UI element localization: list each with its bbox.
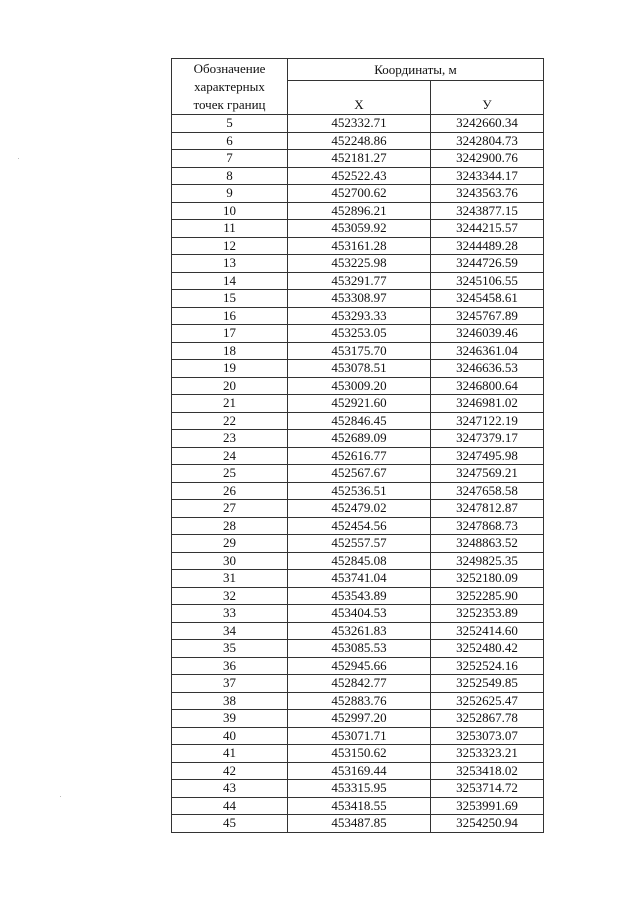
y-coordinate-cell: 3253323.21 [431, 745, 544, 763]
x-coordinate-cell: 452557.57 [288, 535, 431, 553]
x-coordinate-cell: 452896.21 [288, 202, 431, 220]
y-coordinate-cell: 3242660.34 [431, 115, 544, 133]
point-number-cell: 25 [172, 465, 288, 483]
scan-speck [18, 158, 19, 159]
y-coordinate-cell: 3245458.61 [431, 290, 544, 308]
point-number-cell: 21 [172, 395, 288, 413]
y-coordinate-cell: 3252625.47 [431, 692, 544, 710]
point-number-cell: 45 [172, 815, 288, 833]
table-row [172, 762, 544, 780]
point-number-cell: 13 [172, 255, 288, 273]
y-coordinate-cell: 3253991.69 [431, 797, 544, 815]
point-number-cell: 26 [172, 482, 288, 500]
x-coordinate-cell: 452181.27 [288, 150, 431, 168]
y-coordinate-cell: 3244726.59 [431, 255, 544, 273]
y-coordinate-cell: 3244215.57 [431, 220, 544, 238]
point-number-cell: 29 [172, 535, 288, 553]
x-coordinate-cell: 452883.76 [288, 692, 431, 710]
table-row [172, 815, 544, 833]
x-coordinate-cell: 453543.89 [288, 587, 431, 605]
x-coordinate-cell: 453169.44 [288, 762, 431, 780]
point-number-cell: 22 [172, 412, 288, 430]
y-coordinate-cell: 3244489.28 [431, 237, 544, 255]
point-number-cell: 16 [172, 307, 288, 325]
point-number-cell: 27 [172, 500, 288, 518]
y-coordinate-cell: 3247569.21 [431, 465, 544, 483]
x-coordinate-cell: 453291.77 [288, 272, 431, 290]
table-row [172, 342, 544, 360]
table-row [172, 360, 544, 378]
point-number-cell: 31 [172, 570, 288, 588]
y-coordinate-cell: 3252180.09 [431, 570, 544, 588]
scan-speck [60, 796, 61, 797]
x-coordinate-cell: 453175.70 [288, 342, 431, 360]
x-coordinate-cell: 452997.20 [288, 710, 431, 728]
coordinates-table-body [172, 115, 544, 833]
y-coordinate-cell: 3247868.73 [431, 517, 544, 535]
point-number-cell: 40 [172, 727, 288, 745]
x-coordinate-cell: 453293.33 [288, 307, 431, 325]
point-number-cell: 41 [172, 745, 288, 763]
x-coordinate-cell: 453253.05 [288, 325, 431, 343]
point-number-cell: 32 [172, 587, 288, 605]
y-coordinate-cell: 3246800.64 [431, 377, 544, 395]
x-coordinate-cell: 453261.83 [288, 622, 431, 640]
table-row [172, 797, 544, 815]
table-row [172, 500, 544, 518]
x-coordinate-cell: 452454.56 [288, 517, 431, 535]
table-row [172, 290, 544, 308]
point-designation-header [172, 59, 288, 115]
y-coordinate-cell: 3252524.16 [431, 657, 544, 675]
x-coordinate-cell: 452332.71 [288, 115, 431, 133]
table-row [172, 552, 544, 570]
coordinates-header: Координаты, м [288, 59, 544, 81]
x-coordinate-cell: 452616.77 [288, 447, 431, 465]
point-number-cell: 34 [172, 622, 288, 640]
point-number-cell: 5 [172, 115, 288, 133]
x-coordinate-cell: 453404.53 [288, 605, 431, 623]
point-header-line-2: характерных [194, 79, 265, 94]
y-coordinate-cell: 3248863.52 [431, 535, 544, 553]
point-number-cell: 35 [172, 640, 288, 658]
x-coordinate-cell: 453308.97 [288, 290, 431, 308]
table-row [172, 570, 544, 588]
x-coordinate-cell: 452479.02 [288, 500, 431, 518]
y-coordinate-cell: 3254250.94 [431, 815, 544, 833]
point-number-cell: 42 [172, 762, 288, 780]
x-coordinate-cell: 453150.62 [288, 745, 431, 763]
y-coordinate-cell: 3247658.58 [431, 482, 544, 500]
point-number-cell: 18 [172, 342, 288, 360]
table-row [172, 675, 544, 693]
table-row [172, 202, 544, 220]
y-coordinate-cell: 3246636.53 [431, 360, 544, 378]
y-coordinate-cell: 3246039.46 [431, 325, 544, 343]
table-row [172, 587, 544, 605]
table-row [172, 482, 544, 500]
point-number-cell: 19 [172, 360, 288, 378]
point-number-cell: 37 [172, 675, 288, 693]
point-number-cell: 36 [172, 657, 288, 675]
table-row [172, 657, 544, 675]
y-coordinate-cell: 3253418.02 [431, 762, 544, 780]
x-coordinate-cell: 453487.85 [288, 815, 431, 833]
x-coordinate-cell: 452845.08 [288, 552, 431, 570]
table-row [172, 465, 544, 483]
table-row [172, 447, 544, 465]
table-row [172, 325, 544, 343]
point-number-cell: 10 [172, 202, 288, 220]
point-number-cell: 14 [172, 272, 288, 290]
table-row [172, 412, 544, 430]
x-coordinate-cell: 452536.51 [288, 482, 431, 500]
point-number-cell: 8 [172, 167, 288, 185]
y-coordinate-cell: 3253073.07 [431, 727, 544, 745]
y-coordinate-cell: 3246981.02 [431, 395, 544, 413]
point-number-cell: 9 [172, 185, 288, 203]
x-coordinate-cell: 453009.20 [288, 377, 431, 395]
x-coordinate-cell: 453085.53 [288, 640, 431, 658]
x-coordinate-cell: 453418.55 [288, 797, 431, 815]
point-number-cell: 38 [172, 692, 288, 710]
x-coordinate-cell: 453078.51 [288, 360, 431, 378]
table-row [172, 640, 544, 658]
x-coordinate-cell: 453741.04 [288, 570, 431, 588]
x-coordinate-cell: 453059.92 [288, 220, 431, 238]
x-coordinate-cell: 452921.60 [288, 395, 431, 413]
point-number-cell: 44 [172, 797, 288, 815]
y-coordinate-cell: 3253714.72 [431, 780, 544, 798]
table-row [172, 710, 544, 728]
y-coordinate-cell: 3252549.85 [431, 675, 544, 693]
x-coordinate-cell: 452689.09 [288, 430, 431, 448]
y-coordinate-cell: 3252353.89 [431, 605, 544, 623]
table-row [172, 272, 544, 290]
table-row [172, 517, 544, 535]
point-number-cell: 24 [172, 447, 288, 465]
table-row [172, 605, 544, 623]
point-number-cell: 7 [172, 150, 288, 168]
y-coordinate-cell: 3243877.15 [431, 202, 544, 220]
point-header-line-1: Обозначение [193, 61, 266, 76]
point-number-cell: 11 [172, 220, 288, 238]
x-coordinate-cell: 452945.66 [288, 657, 431, 675]
point-header-line-3: точек границ [193, 97, 266, 112]
x-coordinate-cell: 452522.43 [288, 167, 431, 185]
x-coordinate-cell: 452846.45 [288, 412, 431, 430]
point-number-cell: 17 [172, 325, 288, 343]
y-coordinate-cell: 3252480.42 [431, 640, 544, 658]
table-row [172, 132, 544, 150]
table-row [172, 185, 544, 203]
y-coordinate-cell: 3245106.55 [431, 272, 544, 290]
point-number-cell: 6 [172, 132, 288, 150]
y-coordinate-cell: 3252414.60 [431, 622, 544, 640]
x-coordinate-cell: 452248.86 [288, 132, 431, 150]
y-coordinate-cell: 3245767.89 [431, 307, 544, 325]
point-number-cell: 15 [172, 290, 288, 308]
point-number-cell: 43 [172, 780, 288, 798]
point-number-cell: 12 [172, 237, 288, 255]
table-row [172, 395, 544, 413]
table-row [172, 237, 544, 255]
table-row [172, 430, 544, 448]
point-number-cell: 30 [172, 552, 288, 570]
y-coordinate-cell: 3243344.17 [431, 167, 544, 185]
y-coordinate-cell: 3247495.98 [431, 447, 544, 465]
y-coordinate-cell: 3247379.17 [431, 430, 544, 448]
y-coordinate-cell: 3242804.73 [431, 132, 544, 150]
y-coordinate-cell: 3247122.19 [431, 412, 544, 430]
x-coordinate-cell: 452842.77 [288, 675, 431, 693]
coordinates-table [171, 58, 544, 833]
x-column-header: X [288, 81, 431, 115]
table-row [172, 745, 544, 763]
y-coordinate-cell: 3249825.35 [431, 552, 544, 570]
y-column-header: У [431, 81, 544, 115]
table-row [172, 780, 544, 798]
table-row [172, 115, 544, 133]
point-number-cell: 33 [172, 605, 288, 623]
table-row [172, 167, 544, 185]
point-number-cell: 23 [172, 430, 288, 448]
x-coordinate-cell: 453071.71 [288, 727, 431, 745]
y-coordinate-cell: 3252285.90 [431, 587, 544, 605]
y-coordinate-cell: 3242900.76 [431, 150, 544, 168]
y-coordinate-cell: 3252867.78 [431, 710, 544, 728]
x-coordinate-cell: 452700.62 [288, 185, 431, 203]
y-coordinate-cell: 3246361.04 [431, 342, 544, 360]
point-number-cell: 28 [172, 517, 288, 535]
table-row [172, 535, 544, 553]
table-row [172, 220, 544, 238]
y-coordinate-cell: 3243563.76 [431, 185, 544, 203]
point-number-cell: 39 [172, 710, 288, 728]
table-row [172, 377, 544, 395]
table-row [172, 622, 544, 640]
table-row [172, 307, 544, 325]
table-row [172, 150, 544, 168]
x-coordinate-cell: 453161.28 [288, 237, 431, 255]
point-number-cell: 20 [172, 377, 288, 395]
x-coordinate-cell: 452567.67 [288, 465, 431, 483]
x-coordinate-cell: 453315.95 [288, 780, 431, 798]
table-row [172, 255, 544, 273]
table-row [172, 692, 544, 710]
x-coordinate-cell: 453225.98 [288, 255, 431, 273]
table-row [172, 727, 544, 745]
y-coordinate-cell: 3247812.87 [431, 500, 544, 518]
